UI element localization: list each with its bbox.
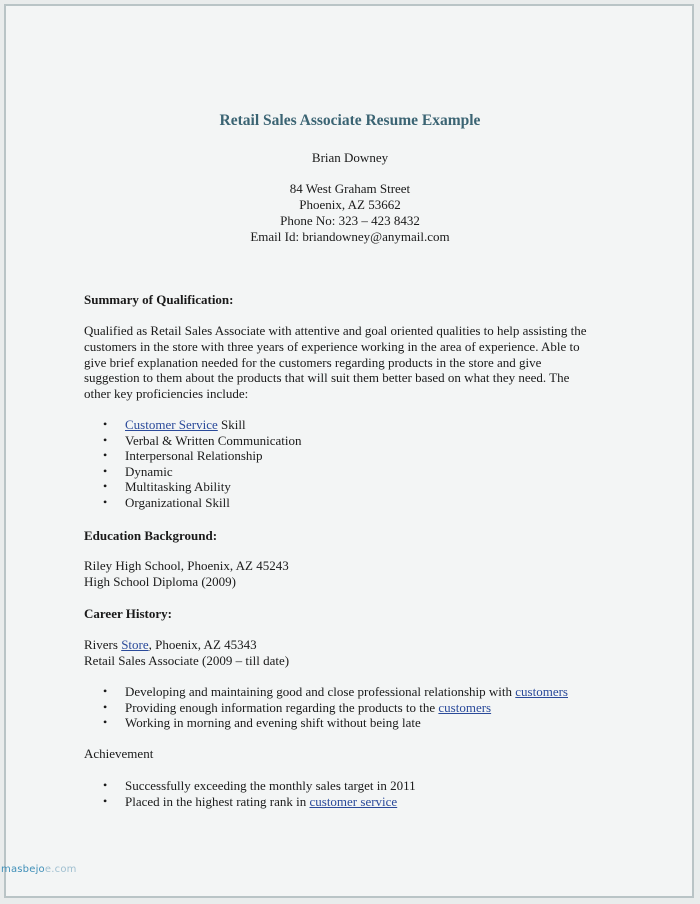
list-item: • Customer Service Skill (103, 417, 302, 433)
summary-heading: Summary of Qualification: (84, 292, 234, 307)
list-item: • Dynamic (103, 464, 302, 480)
summary-line: other key proficiencies include: (84, 386, 249, 402)
list-item: • Organizational Skill (103, 495, 302, 511)
summary-line: give brief explanation needed for the customers regarding products in the store and give (84, 354, 542, 370)
summary-paragraph (84, 323, 624, 402)
customer-service-link[interactable]: customer service (309, 793, 398, 809)
customer-service-link[interactable]: Customer Service (125, 417, 218, 432)
achievement-list (103, 778, 416, 809)
address-line-1: 84 West Graham Street (289, 181, 411, 196)
skills-list (103, 417, 302, 511)
phone-line: Phone No: 323 – 423 8432 (280, 213, 420, 228)
diploma-line: High School Diploma (2009) (84, 573, 237, 589)
education-details (84, 558, 289, 590)
store-link[interactable]: Store (121, 637, 149, 652)
career-heading: Career History: (84, 606, 172, 621)
list-item: • Working in morning and evening shift without being late (103, 715, 568, 731)
address-line-2: Phoenix, AZ 53662 (299, 197, 401, 212)
list-item: • Interpersonal Relationship (103, 448, 302, 464)
school-line: Riley High School, Phoenix, AZ 45243 (84, 558, 289, 573)
customers-link[interactable]: customers (438, 699, 492, 715)
summary-line: Qualified as Retail Sales Associate with attentive and goal oriented qualities to help assisting the (84, 323, 587, 338)
achievement-heading: Achievement (84, 746, 154, 761)
career-details (84, 637, 289, 669)
summary-line: suggestion to them about the products that will suit them better based on what they need. The (84, 370, 570, 386)
list-item: • Placed in the highest rating rank in customer service (103, 794, 416, 810)
duties-list (103, 684, 568, 731)
role-line: Retail Sales Associate (2009 – till date) (84, 652, 290, 668)
watermark-logo: masbejoe.com (1, 864, 77, 875)
summary-line: customers in the store with three years of experience working in the area of experience. Able to (84, 338, 580, 354)
list-item: • Verbal & Written Communication (103, 433, 302, 449)
list-item: • Developing and maintaining good and close professional relationship with customers (103, 684, 568, 700)
list-item: • Successfully exceeding the monthly sales target in 2011 (103, 778, 416, 794)
email-line: Email Id: briandowney@anymail.com (250, 229, 450, 244)
list-item: • Providing enough information regarding the products to the customers (103, 700, 568, 716)
candidate-name: Brian Downey (311, 150, 389, 165)
education-heading: Education Background: (84, 528, 218, 543)
customers-link[interactable]: customers (515, 684, 568, 699)
resume-title: Retail Sales Associate Resume Example (219, 112, 481, 129)
employer-line: Rivers Store, Phoenix, AZ 45343 (84, 637, 257, 652)
list-item: • Multitasking Ability (103, 479, 302, 495)
